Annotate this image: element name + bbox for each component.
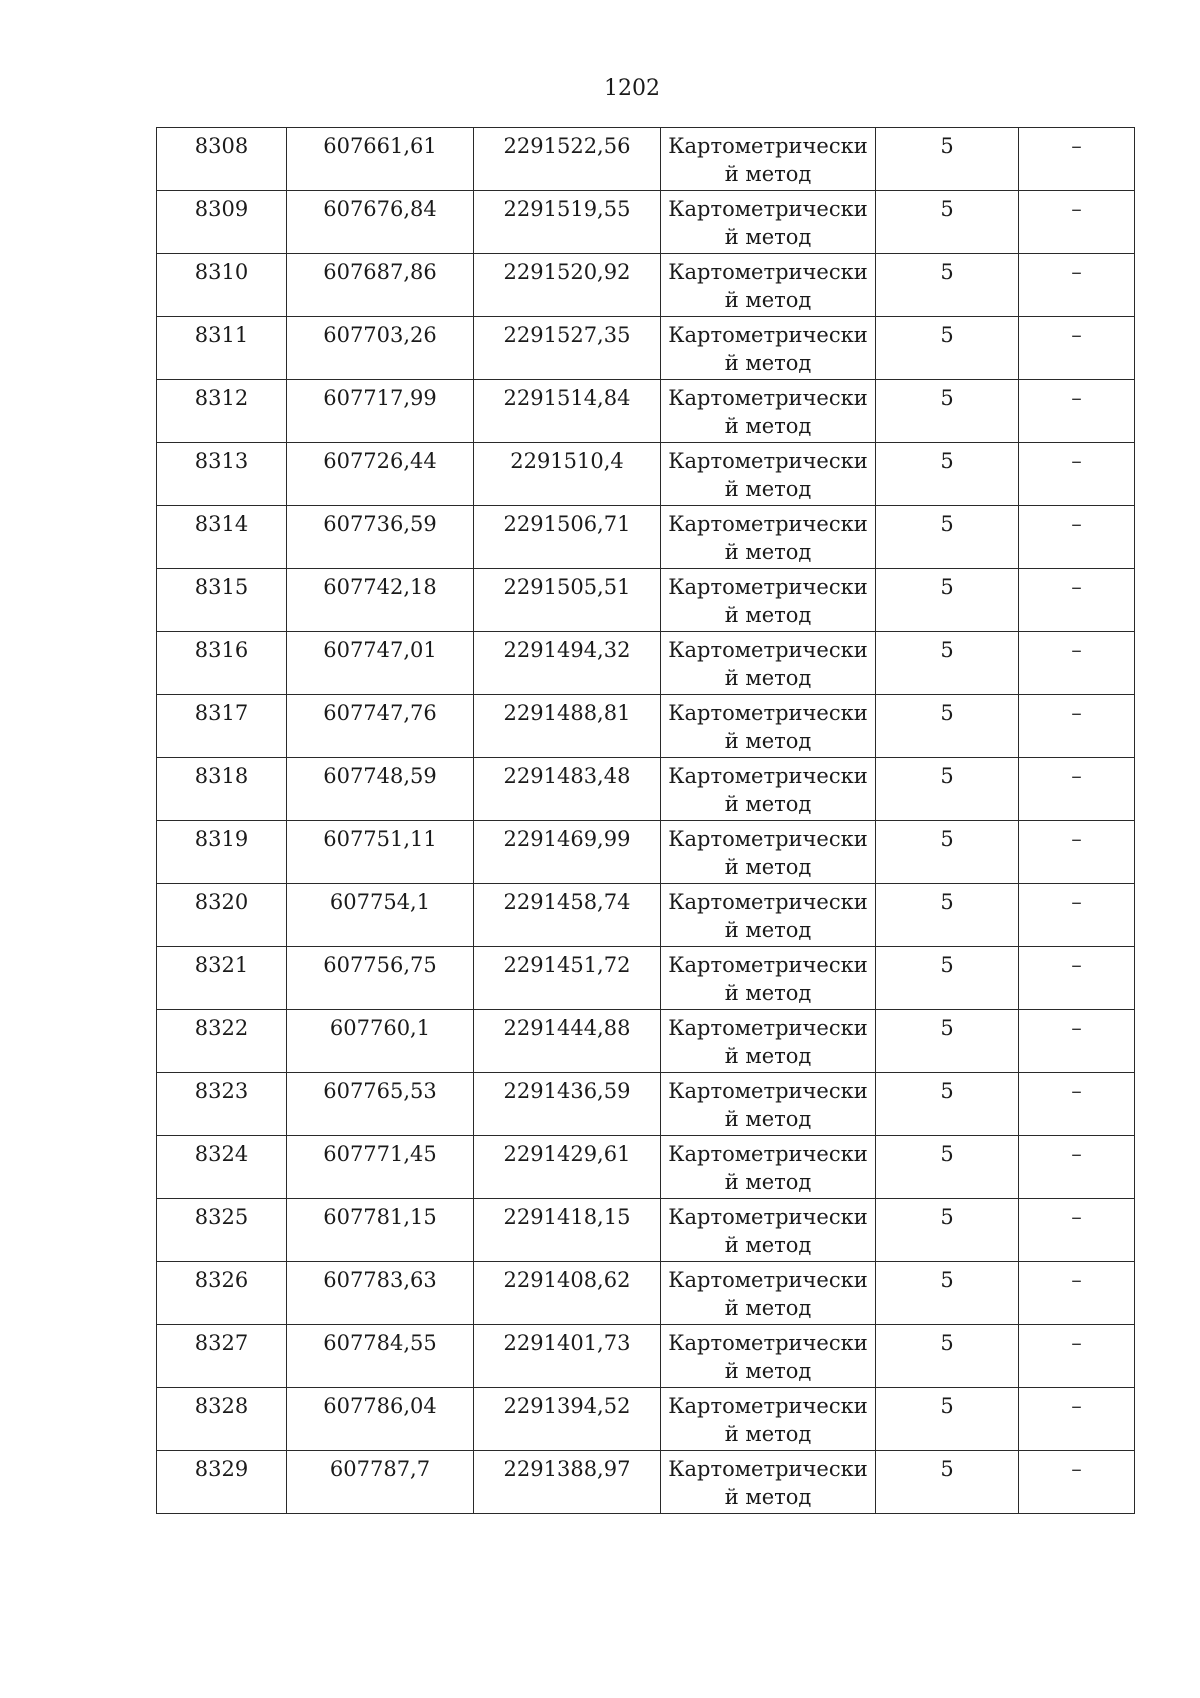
note-cell xyxy=(1019,821,1135,884)
accuracy-cell xyxy=(876,380,1019,443)
point-number-cell xyxy=(157,1010,287,1073)
note-cell-text: – xyxy=(1071,197,1082,221)
point-number-cell-text: 8316 xyxy=(194,638,249,662)
table-row xyxy=(157,380,1135,443)
x-coordinate-cell xyxy=(287,1010,474,1073)
x-coordinate-cell xyxy=(287,128,474,191)
y-coordinate-cell xyxy=(474,1262,661,1325)
point-number-cell xyxy=(157,1136,287,1199)
x-coordinate-cell-text: 607786,04 xyxy=(323,1394,437,1418)
point-number-cell-text: 8322 xyxy=(194,1016,249,1040)
x-coordinate-cell-text: 607754,1 xyxy=(329,890,431,914)
point-number-cell xyxy=(157,884,287,947)
method-cell-text: Картометрически й метод xyxy=(668,260,868,312)
method-cell-text: Картометрически й метод xyxy=(668,827,868,879)
note-cell xyxy=(1019,1199,1135,1262)
note-cell xyxy=(1019,1073,1135,1136)
note-cell xyxy=(1019,947,1135,1010)
accuracy-cell-text: 5 xyxy=(940,134,954,158)
accuracy-cell-text: 5 xyxy=(940,323,954,347)
note-cell-text: – xyxy=(1071,1016,1082,1040)
x-coordinate-cell-text: 607703,26 xyxy=(323,323,437,347)
table-row xyxy=(157,191,1135,254)
point-number-cell xyxy=(157,947,287,1010)
coordinates-table-body xyxy=(157,128,1135,1514)
table-row xyxy=(157,1388,1135,1451)
y-coordinate-cell-text: 2291418,15 xyxy=(503,1205,631,1229)
table-row xyxy=(157,1262,1135,1325)
method-cell-text: Картометрически й метод xyxy=(668,953,868,1005)
note-cell xyxy=(1019,317,1135,380)
x-coordinate-cell xyxy=(287,1325,474,1388)
accuracy-cell-text: 5 xyxy=(940,1079,954,1103)
accuracy-cell-text: 5 xyxy=(940,1142,954,1166)
note-cell xyxy=(1019,758,1135,821)
table-row xyxy=(157,821,1135,884)
note-cell xyxy=(1019,506,1135,569)
point-number-cell xyxy=(157,1073,287,1136)
point-number-cell xyxy=(157,380,287,443)
accuracy-cell xyxy=(876,884,1019,947)
y-coordinate-cell-text: 2291458,74 xyxy=(503,890,631,914)
note-cell-text: – xyxy=(1071,890,1082,914)
x-coordinate-cell-text: 607736,59 xyxy=(323,512,437,536)
y-coordinate-cell xyxy=(474,695,661,758)
method-cell xyxy=(661,695,876,758)
method-cell xyxy=(661,128,876,191)
x-coordinate-cell xyxy=(287,380,474,443)
accuracy-cell-text: 5 xyxy=(940,386,954,410)
point-number-cell-text: 8312 xyxy=(194,386,249,410)
note-cell-text: – xyxy=(1071,512,1082,536)
point-number-cell-text: 8327 xyxy=(194,1331,249,1355)
table-row xyxy=(157,1451,1135,1514)
table-row xyxy=(157,1073,1135,1136)
note-cell-text: – xyxy=(1071,1457,1082,1481)
y-coordinate-cell-text: 2291519,55 xyxy=(503,197,631,221)
point-number-cell xyxy=(157,632,287,695)
y-coordinate-cell-text: 2291451,72 xyxy=(503,953,631,977)
y-coordinate-cell xyxy=(474,1451,661,1514)
accuracy-cell xyxy=(876,1073,1019,1136)
x-coordinate-cell-text: 607748,59 xyxy=(323,764,437,788)
y-coordinate-cell-text: 2291522,56 xyxy=(503,134,631,158)
y-coordinate-cell xyxy=(474,443,661,506)
note-cell xyxy=(1019,1136,1135,1199)
method-cell xyxy=(661,1073,876,1136)
accuracy-cell xyxy=(876,506,1019,569)
method-cell-text: Картометрически й метод xyxy=(668,1205,868,1257)
note-cell xyxy=(1019,569,1135,632)
accuracy-cell-text: 5 xyxy=(940,701,954,725)
x-coordinate-cell-text: 607661,61 xyxy=(323,134,437,158)
note-cell-text: – xyxy=(1071,386,1082,410)
note-cell xyxy=(1019,254,1135,317)
method-cell xyxy=(661,1451,876,1514)
accuracy-cell-text: 5 xyxy=(940,1394,954,1418)
method-cell xyxy=(661,380,876,443)
point-number-cell xyxy=(157,1199,287,1262)
accuracy-cell xyxy=(876,947,1019,1010)
y-coordinate-cell xyxy=(474,884,661,947)
point-number-cell xyxy=(157,506,287,569)
method-cell xyxy=(661,884,876,947)
note-cell xyxy=(1019,695,1135,758)
point-number-cell xyxy=(157,254,287,317)
x-coordinate-cell-text: 607765,53 xyxy=(323,1079,437,1103)
accuracy-cell-text: 5 xyxy=(940,449,954,473)
table-row xyxy=(157,884,1135,947)
y-coordinate-cell xyxy=(474,254,661,317)
table-row xyxy=(157,1136,1135,1199)
accuracy-cell-text: 5 xyxy=(940,638,954,662)
point-number-cell-text: 8311 xyxy=(194,323,249,347)
y-coordinate-cell-text: 2291506,71 xyxy=(503,512,631,536)
y-coordinate-cell-text: 2291520,92 xyxy=(503,260,631,284)
note-cell-text: – xyxy=(1071,827,1082,851)
note-cell xyxy=(1019,443,1135,506)
y-coordinate-cell xyxy=(474,758,661,821)
y-coordinate-cell-text: 2291469,99 xyxy=(503,827,631,851)
method-cell xyxy=(661,947,876,1010)
accuracy-cell-text: 5 xyxy=(940,512,954,536)
point-number-cell-text: 8314 xyxy=(194,512,249,536)
x-coordinate-cell xyxy=(287,758,474,821)
note-cell-text: – xyxy=(1071,1142,1082,1166)
x-coordinate-cell xyxy=(287,569,474,632)
accuracy-cell-text: 5 xyxy=(940,575,954,599)
accuracy-cell xyxy=(876,1451,1019,1514)
method-cell xyxy=(661,254,876,317)
method-cell xyxy=(661,632,876,695)
point-number-cell-text: 8325 xyxy=(194,1205,249,1229)
y-coordinate-cell xyxy=(474,947,661,1010)
note-cell xyxy=(1019,1010,1135,1073)
y-coordinate-cell xyxy=(474,1136,661,1199)
accuracy-cell-text: 5 xyxy=(940,953,954,977)
x-coordinate-cell-text: 607751,11 xyxy=(323,827,437,851)
x-coordinate-cell xyxy=(287,1136,474,1199)
x-coordinate-cell xyxy=(287,506,474,569)
note-cell-text: – xyxy=(1071,1331,1082,1355)
x-coordinate-cell-text: 607787,7 xyxy=(329,1457,431,1481)
x-coordinate-cell-text: 607771,45 xyxy=(323,1142,437,1166)
point-number-cell-text: 8326 xyxy=(194,1268,249,1292)
x-coordinate-cell-text: 607747,76 xyxy=(323,701,437,725)
table-row xyxy=(157,947,1135,1010)
note-cell-text: – xyxy=(1071,449,1082,473)
note-cell-text: – xyxy=(1071,1205,1082,1229)
note-cell-text: – xyxy=(1071,260,1082,284)
accuracy-cell-text: 5 xyxy=(940,197,954,221)
y-coordinate-cell xyxy=(474,1199,661,1262)
note-cell-text: – xyxy=(1071,953,1082,977)
note-cell-text: – xyxy=(1071,1079,1082,1103)
point-number-cell xyxy=(157,128,287,191)
point-number-cell xyxy=(157,1451,287,1514)
method-cell-text: Картометрически й метод xyxy=(668,1268,868,1320)
method-cell xyxy=(661,569,876,632)
method-cell-text: Картометрически й метод xyxy=(668,1457,868,1509)
y-coordinate-cell-text: 2291444,88 xyxy=(503,1016,631,1040)
y-coordinate-cell-text: 2291429,61 xyxy=(503,1142,631,1166)
point-number-cell-text: 8324 xyxy=(194,1142,249,1166)
y-coordinate-cell xyxy=(474,569,661,632)
method-cell-text: Картометрически й метод xyxy=(668,134,868,186)
y-coordinate-cell xyxy=(474,128,661,191)
accuracy-cell xyxy=(876,1262,1019,1325)
y-coordinate-cell-text: 2291388,97 xyxy=(503,1457,631,1481)
table-row xyxy=(157,632,1135,695)
accuracy-cell-text: 5 xyxy=(940,1457,954,1481)
point-number-cell-text: 8320 xyxy=(194,890,249,914)
method-cell xyxy=(661,1388,876,1451)
y-coordinate-cell-text: 2291394,52 xyxy=(503,1394,631,1418)
point-number-cell-text: 8328 xyxy=(194,1394,249,1418)
point-number-cell xyxy=(157,1325,287,1388)
x-coordinate-cell xyxy=(287,1073,474,1136)
point-number-cell xyxy=(157,821,287,884)
note-cell-text: – xyxy=(1071,134,1082,158)
x-coordinate-cell xyxy=(287,884,474,947)
y-coordinate-cell-text: 2291401,73 xyxy=(503,1331,631,1355)
method-cell xyxy=(661,443,876,506)
x-coordinate-cell-text: 607676,84 xyxy=(323,197,437,221)
y-coordinate-cell xyxy=(474,632,661,695)
note-cell-text: – xyxy=(1071,1394,1082,1418)
y-coordinate-cell xyxy=(474,191,661,254)
method-cell xyxy=(661,506,876,569)
x-coordinate-cell-text: 607687,86 xyxy=(323,260,437,284)
x-coordinate-cell xyxy=(287,947,474,1010)
y-coordinate-cell-text: 2291436,59 xyxy=(503,1079,631,1103)
note-cell-text: – xyxy=(1071,1268,1082,1292)
accuracy-cell xyxy=(876,695,1019,758)
point-number-cell-text: 8318 xyxy=(194,764,249,788)
y-coordinate-cell-text: 2291510,4 xyxy=(510,449,624,473)
x-coordinate-cell xyxy=(287,191,474,254)
x-coordinate-cell-text: 607756,75 xyxy=(323,953,437,977)
accuracy-cell xyxy=(876,443,1019,506)
x-coordinate-cell xyxy=(287,695,474,758)
x-coordinate-cell xyxy=(287,1388,474,1451)
x-coordinate-cell-text: 607717,99 xyxy=(323,386,437,410)
table-row xyxy=(157,758,1135,821)
x-coordinate-cell-text: 607760,1 xyxy=(329,1016,431,1040)
x-coordinate-cell xyxy=(287,443,474,506)
table-row xyxy=(157,506,1135,569)
note-cell-text: – xyxy=(1071,575,1082,599)
point-number-cell-text: 8319 xyxy=(194,827,249,851)
y-coordinate-cell-text: 2291483,48 xyxy=(503,764,631,788)
x-coordinate-cell xyxy=(287,317,474,380)
point-number-cell-text: 8321 xyxy=(194,953,249,977)
method-cell-text: Картометрически й метод xyxy=(668,1331,868,1383)
accuracy-cell xyxy=(876,821,1019,884)
x-coordinate-cell-text: 607784,55 xyxy=(323,1331,437,1355)
method-cell xyxy=(661,1325,876,1388)
x-coordinate-cell xyxy=(287,254,474,317)
x-coordinate-cell xyxy=(287,1451,474,1514)
note-cell xyxy=(1019,1262,1135,1325)
accuracy-cell-text: 5 xyxy=(940,260,954,284)
point-number-cell-text: 8317 xyxy=(194,701,249,725)
x-coordinate-cell xyxy=(287,821,474,884)
method-cell-text: Картометрически й метод xyxy=(668,1142,868,1194)
x-coordinate-cell xyxy=(287,632,474,695)
point-number-cell-text: 8310 xyxy=(194,260,249,284)
accuracy-cell xyxy=(876,632,1019,695)
point-number-cell-text: 8308 xyxy=(194,134,249,158)
y-coordinate-cell xyxy=(474,317,661,380)
table-row xyxy=(157,254,1135,317)
point-number-cell xyxy=(157,695,287,758)
accuracy-cell xyxy=(876,317,1019,380)
x-coordinate-cell-text: 607781,15 xyxy=(323,1205,437,1229)
accuracy-cell-text: 5 xyxy=(940,1205,954,1229)
accuracy-cell xyxy=(876,191,1019,254)
point-number-cell-text: 8313 xyxy=(194,449,249,473)
point-number-cell-text: 8309 xyxy=(194,197,249,221)
note-cell xyxy=(1019,632,1135,695)
accuracy-cell-text: 5 xyxy=(940,890,954,914)
note-cell xyxy=(1019,1388,1135,1451)
method-cell-text: Картометрически й метод xyxy=(668,1079,868,1131)
coordinates-table xyxy=(156,127,1135,1514)
accuracy-cell-text: 5 xyxy=(940,1268,954,1292)
method-cell-text: Картометрически й метод xyxy=(668,323,868,375)
note-cell xyxy=(1019,380,1135,443)
method-cell-text: Картометрически й метод xyxy=(668,386,868,438)
x-coordinate-cell-text: 607726,44 xyxy=(323,449,437,473)
note-cell-text: – xyxy=(1071,638,1082,662)
method-cell xyxy=(661,1262,876,1325)
accuracy-cell-text: 5 xyxy=(940,827,954,851)
method-cell xyxy=(661,317,876,380)
point-number-cell xyxy=(157,1388,287,1451)
note-cell xyxy=(1019,128,1135,191)
method-cell-text: Картометрически й метод xyxy=(668,764,868,816)
x-coordinate-cell xyxy=(287,1262,474,1325)
table-row xyxy=(157,128,1135,191)
accuracy-cell xyxy=(876,1136,1019,1199)
table-row xyxy=(157,695,1135,758)
x-coordinate-cell-text: 607783,63 xyxy=(323,1268,437,1292)
y-coordinate-cell xyxy=(474,821,661,884)
y-coordinate-cell-text: 2291494,32 xyxy=(503,638,631,662)
x-coordinate-cell-text: 607742,18 xyxy=(323,575,437,599)
accuracy-cell xyxy=(876,128,1019,191)
point-number-cell-text: 8329 xyxy=(194,1457,249,1481)
method-cell-text: Картометрически й метод xyxy=(668,575,868,627)
table-row xyxy=(157,1010,1135,1073)
accuracy-cell xyxy=(876,1325,1019,1388)
accuracy-cell xyxy=(876,1388,1019,1451)
x-coordinate-cell-text: 607747,01 xyxy=(323,638,437,662)
table-row xyxy=(157,443,1135,506)
table-row xyxy=(157,1325,1135,1388)
accuracy-cell xyxy=(876,1010,1019,1073)
method-cell xyxy=(661,1199,876,1262)
point-number-cell-text: 8323 xyxy=(194,1079,249,1103)
y-coordinate-cell-text: 2291505,51 xyxy=(503,575,631,599)
accuracy-cell-text: 5 xyxy=(940,1331,954,1355)
point-number-cell xyxy=(157,191,287,254)
y-coordinate-cell xyxy=(474,1010,661,1073)
y-coordinate-cell-text: 2291527,35 xyxy=(503,323,631,347)
note-cell-text: – xyxy=(1071,701,1082,725)
table-row xyxy=(157,1199,1135,1262)
table-row xyxy=(157,569,1135,632)
method-cell xyxy=(661,191,876,254)
method-cell-text: Картометрически й метод xyxy=(668,638,868,690)
table-row xyxy=(157,317,1135,380)
y-coordinate-cell xyxy=(474,506,661,569)
y-coordinate-cell xyxy=(474,1388,661,1451)
method-cell xyxy=(661,1136,876,1199)
y-coordinate-cell xyxy=(474,1325,661,1388)
method-cell-text: Картометрически й метод xyxy=(668,197,868,249)
y-coordinate-cell-text: 2291488,81 xyxy=(503,701,631,725)
method-cell-text: Картометрически й метод xyxy=(668,890,868,942)
y-coordinate-cell-text: 2291408,62 xyxy=(503,1268,631,1292)
x-coordinate-cell xyxy=(287,1199,474,1262)
note-cell xyxy=(1019,884,1135,947)
note-cell xyxy=(1019,191,1135,254)
accuracy-cell-text: 5 xyxy=(940,1016,954,1040)
note-cell-text: – xyxy=(1071,323,1082,347)
method-cell-text: Картометрически й метод xyxy=(668,701,868,753)
method-cell xyxy=(661,821,876,884)
y-coordinate-cell xyxy=(474,380,661,443)
y-coordinate-cell xyxy=(474,1073,661,1136)
method-cell-text: Картометрически й метод xyxy=(668,449,868,501)
accuracy-cell xyxy=(876,254,1019,317)
note-cell-text: – xyxy=(1071,764,1082,788)
accuracy-cell xyxy=(876,569,1019,632)
point-number-cell xyxy=(157,1262,287,1325)
note-cell xyxy=(1019,1325,1135,1388)
accuracy-cell xyxy=(876,1199,1019,1262)
point-number-cell xyxy=(157,317,287,380)
page-number: 1202 xyxy=(604,76,660,101)
method-cell-text: Картометрически й метод xyxy=(668,1394,868,1446)
y-coordinate-cell-text: 2291514,84 xyxy=(503,386,631,410)
accuracy-cell-text: 5 xyxy=(940,764,954,788)
point-number-cell xyxy=(157,443,287,506)
method-cell xyxy=(661,758,876,821)
note-cell xyxy=(1019,1451,1135,1514)
point-number-cell xyxy=(157,758,287,821)
method-cell-text: Картометрически й метод xyxy=(668,1016,868,1068)
point-number-cell xyxy=(157,569,287,632)
accuracy-cell xyxy=(876,758,1019,821)
method-cell xyxy=(661,1010,876,1073)
point-number-cell-text: 8315 xyxy=(194,575,249,599)
method-cell-text: Картометрически й метод xyxy=(668,512,868,564)
